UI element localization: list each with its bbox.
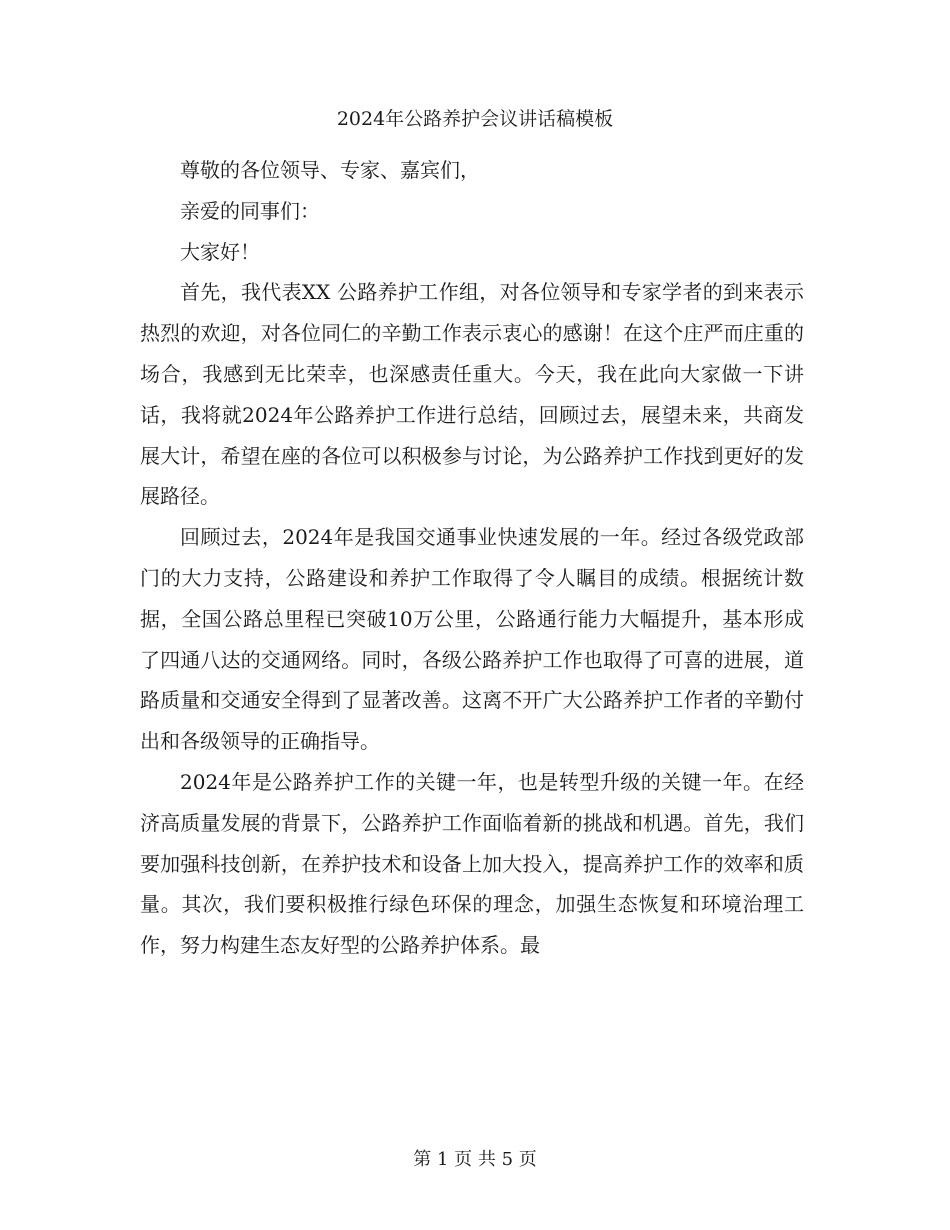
- document-body: [140, 150, 804, 966]
- paragraph-outlook: 2024年是公路养护工作的关键一年，也是转型升级的关键一年。在经济高质量发展的背景下，公路养护工作面临着新的挑战和机遇。首先，我们要加强科技创新，在养护技术和设备上加大投入，提高养护工作的效率和质量。其次，我们要积极推行绿色环保的理念，加强生态恢复和环境治理工作，努力构建生态友好型的公路养护体系。最: [140, 769, 804, 958]
- page-footer: 第 1 页 共 5 页: [413, 1149, 537, 1170]
- paragraph-greeting: 大家好！: [180, 239, 260, 264]
- paragraph-colleagues: 亲爱的同事们：: [180, 198, 320, 223]
- paragraph-opening: 首先，我代表XX 公路养护工作组，对各位领导和专家学者的到来表示热烈的欢迎，对各位同仁的辛勤工作表示衷心的感谢！在这个庄严而庄重的场合，我感到无比荣幸，也深感责任重大。今天，我在此向大家做一下讲话，我将就2024年公路养护工作进行总结，回顾过去，展望未来，共商发展大计，希望在座的各位可以积极参与讨论，为公路养护工作找到更好的发展路径。: [140, 280, 804, 509]
- document-title: 2024年公路养护会议讲话稿模板: [336, 108, 614, 130]
- paragraph-salutation: 尊敬的各位领导、专家、嘉宾们，: [180, 158, 480, 182]
- paragraph-review: 回顾过去，2024年是我国交通事业快速发展的一年。经过各级党政部门的大力支持，公路建设和养护工作取得了令人瞩目的成绩。根据统计数据，全国公路总里程已突破10万公里，公路通行能力大幅提升，基本形成了四通八达的交通网络。同时，各级公路养护工作也取得了可喜的进展，道路质量和交通安全得到了显著改善。这离不开广大公路养护工作者的辛勤付出和各级领导的正确指导。: [140, 525, 804, 754]
